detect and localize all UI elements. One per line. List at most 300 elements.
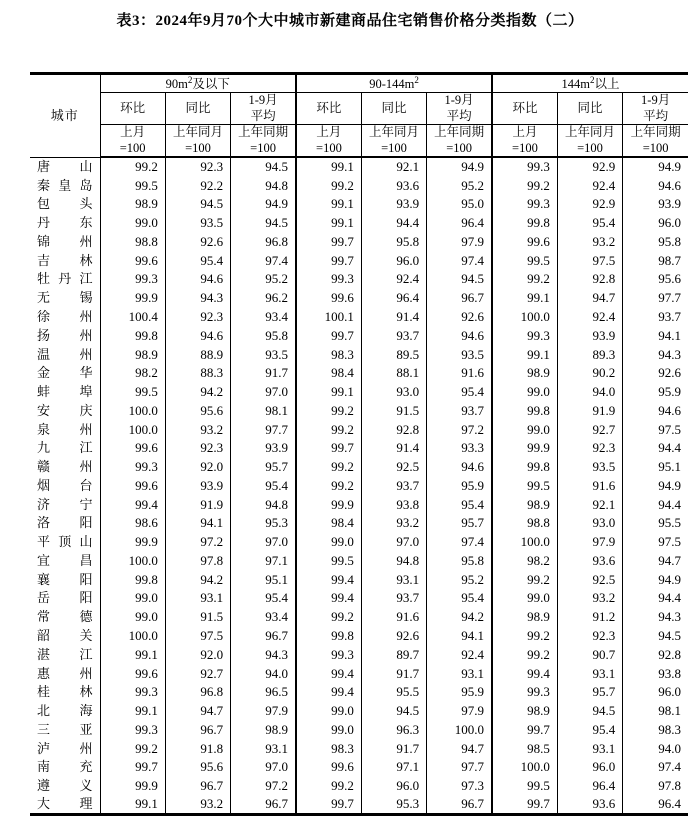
value-cell: 94.8: [361, 551, 426, 570]
value-cell: 99.5: [100, 383, 165, 402]
base-header-row: [30, 124, 688, 157]
value-cell: 95.4: [557, 720, 622, 739]
value-cell: 93.1: [361, 570, 426, 589]
value-cell: 92.3: [165, 157, 230, 176]
group-header-row: [30, 74, 688, 93]
city-name-char: 华: [79, 365, 93, 381]
value-cell: 96.0: [361, 777, 426, 796]
city-name: [37, 590, 93, 606]
value-cell: 99.6: [100, 476, 165, 495]
value-cell: 99.4: [296, 683, 361, 702]
value-cell: 96.0: [557, 758, 622, 777]
city-name: [37, 328, 93, 344]
value-cell: 93.2: [557, 589, 622, 608]
value-cell: 94.3: [623, 608, 688, 627]
city-name-char: 州: [79, 459, 93, 475]
value-cell: 94.6: [623, 176, 688, 195]
city-name-char: 金: [37, 365, 51, 381]
city-cell: [30, 289, 100, 308]
value-cell: 98.5: [492, 739, 557, 758]
value-cell: 96.7: [427, 795, 492, 814]
value-cell: 93.1: [231, 739, 296, 758]
value-cell: 95.8: [623, 232, 688, 251]
value-cell: 94.4: [623, 495, 688, 514]
value-cell: 93.1: [557, 739, 622, 758]
city-name: [37, 666, 93, 682]
city-name: [37, 722, 93, 738]
value-cell: 96.4: [557, 777, 622, 796]
value-cell: 91.2: [557, 608, 622, 627]
city-name-char: 湛: [37, 646, 51, 662]
value-cell: 99.3: [296, 270, 361, 289]
value-cell: 94.1: [165, 514, 230, 533]
city-name-char: 庆: [79, 402, 93, 418]
value-cell: 99.8: [492, 214, 557, 233]
value-cell: 91.5: [165, 608, 230, 627]
city-name: [37, 647, 93, 663]
city-name-char: 泉: [37, 421, 51, 437]
city-cell: [30, 495, 100, 514]
city-name-char: 岳: [37, 590, 51, 606]
base-header: 上月 =100: [492, 124, 557, 157]
value-cell: 95.7: [231, 458, 296, 477]
value-cell: 99.4: [296, 570, 361, 589]
value-cell: 91.5: [361, 401, 426, 420]
city-cell: [30, 364, 100, 383]
value-cell: 99.1: [296, 214, 361, 233]
value-cell: 97.5: [557, 251, 622, 270]
value-cell: 98.1: [623, 702, 688, 721]
value-cell: 95.5: [361, 683, 426, 702]
city-name: [37, 159, 93, 175]
value-cell: 99.0: [100, 608, 165, 627]
table-row: [30, 702, 688, 721]
value-cell: 99.7: [492, 720, 557, 739]
table-row: [30, 683, 688, 702]
value-cell: 96.0: [623, 683, 688, 702]
table-row: [30, 420, 688, 439]
city-name-char: 桂: [37, 684, 51, 700]
value-cell: 97.4: [623, 758, 688, 777]
value-cell: 98.4: [296, 364, 361, 383]
value-cell: 98.8: [492, 514, 557, 533]
value-cell: 93.0: [557, 514, 622, 533]
value-cell: 91.6: [361, 608, 426, 627]
value-cell: 92.4: [557, 308, 622, 327]
value-cell: 95.6: [165, 401, 230, 420]
value-cell: 97.9: [231, 702, 296, 721]
value-cell: 99.2: [296, 420, 361, 439]
value-cell: 91.4: [361, 439, 426, 458]
value-cell: 91.8: [165, 739, 230, 758]
city-cell: [30, 758, 100, 777]
city-cell: [30, 439, 100, 458]
city-column-header: 城市: [30, 74, 100, 158]
city-cell: [30, 214, 100, 233]
table-row: [30, 739, 688, 758]
value-cell: 93.9: [231, 439, 296, 458]
value-cell: 94.9: [231, 195, 296, 214]
city-name-char: 吉: [37, 252, 51, 268]
value-cell: 95.3: [231, 514, 296, 533]
value-cell: 95.7: [427, 514, 492, 533]
value-cell: 99.2: [492, 627, 557, 646]
value-cell: 94.7: [427, 739, 492, 758]
table-body: [30, 157, 688, 814]
value-cell: 93.9: [165, 476, 230, 495]
table-row: [30, 645, 688, 664]
value-cell: 99.9: [492, 439, 557, 458]
value-cell: 99.9: [296, 495, 361, 514]
table-row: [30, 570, 688, 589]
table-row: [30, 214, 688, 233]
value-cell: 92.6: [623, 364, 688, 383]
table-row: [30, 608, 688, 627]
value-cell: 93.1: [427, 664, 492, 683]
city-name-char: 亚: [79, 721, 93, 737]
city-name-char: 州: [79, 421, 93, 437]
value-cell: 99.6: [492, 232, 557, 251]
table-row: [30, 439, 688, 458]
value-cell: 99.3: [100, 683, 165, 702]
value-cell: 95.1: [623, 458, 688, 477]
value-cell: 99.7: [492, 795, 557, 814]
city-cell: [30, 514, 100, 533]
value-cell: 99.6: [296, 758, 361, 777]
value-cell: 94.5: [361, 702, 426, 721]
value-cell: 97.4: [427, 533, 492, 552]
city-name-char: 遵: [37, 778, 51, 794]
city-name: [37, 628, 93, 644]
value-cell: 99.5: [492, 476, 557, 495]
value-cell: 92.8: [361, 420, 426, 439]
value-cell: 95.8: [231, 326, 296, 345]
value-cell: 100.0: [492, 308, 557, 327]
table-row: [30, 251, 688, 270]
value-cell: 99.2: [100, 157, 165, 176]
value-cell: 99.2: [296, 608, 361, 627]
value-cell: 93.3: [427, 439, 492, 458]
value-cell: 91.7: [361, 664, 426, 683]
value-cell: 94.8: [231, 495, 296, 514]
table-row: [30, 157, 688, 176]
group-header: $90-144m^2$: [296, 74, 492, 93]
value-cell: 93.6: [361, 176, 426, 195]
value-cell: 99.1: [100, 702, 165, 721]
value-cell: 99.2: [296, 458, 361, 477]
city-cell: [30, 383, 100, 402]
city-cell: [30, 420, 100, 439]
value-cell: 93.7: [427, 401, 492, 420]
value-cell: 92.7: [557, 420, 622, 439]
value-cell: 100.0: [100, 420, 165, 439]
table-row: [30, 533, 688, 552]
value-cell: 90.7: [557, 645, 622, 664]
city-name: [37, 234, 93, 250]
value-cell: 97.0: [231, 533, 296, 552]
city-cell: [30, 195, 100, 214]
city-cell: [30, 270, 100, 289]
value-cell: 98.8: [100, 232, 165, 251]
value-cell: 96.2: [231, 289, 296, 308]
value-cell: 92.4: [361, 270, 426, 289]
value-cell: 99.9: [100, 289, 165, 308]
city-name-char: 扬: [37, 327, 51, 343]
table-row: [30, 458, 688, 477]
value-cell: 91.7: [231, 364, 296, 383]
city-cell: [30, 589, 100, 608]
city-name-char: 东: [79, 215, 93, 231]
value-cell: 99.5: [492, 777, 557, 796]
value-cell: 92.0: [165, 458, 230, 477]
value-cell: 100.0: [100, 551, 165, 570]
value-cell: 97.5: [623, 533, 688, 552]
city-name-char: 州: [79, 233, 93, 249]
value-cell: 93.1: [557, 664, 622, 683]
city-name-char: 义: [79, 778, 93, 794]
value-cell: 98.9: [231, 720, 296, 739]
city-name-char: 安: [37, 402, 51, 418]
value-cell: 95.4: [231, 589, 296, 608]
city-name: [37, 309, 93, 325]
city-cell: [30, 176, 100, 195]
value-cell: 99.7: [296, 251, 361, 270]
value-cell: 98.6: [100, 514, 165, 533]
value-cell: 99.2: [492, 645, 557, 664]
value-cell: 94.7: [165, 702, 230, 721]
metric-header: 1-9月 平均: [231, 93, 296, 125]
value-cell: 91.9: [557, 401, 622, 420]
value-cell: 91.7: [361, 739, 426, 758]
value-cell: 96.7: [165, 777, 230, 796]
value-cell: 99.3: [492, 157, 557, 176]
table-row: [30, 326, 688, 345]
value-cell: 95.4: [427, 589, 492, 608]
value-cell: 94.1: [623, 326, 688, 345]
value-cell: 99.8: [100, 326, 165, 345]
value-cell: 100.1: [296, 308, 361, 327]
value-cell: 99.8: [296, 627, 361, 646]
value-cell: 98.7: [623, 251, 688, 270]
value-cell: 96.3: [361, 720, 426, 739]
city-name-char: 唐: [37, 159, 51, 175]
value-cell: 95.2: [231, 270, 296, 289]
table-row: [30, 758, 688, 777]
city-cell: [30, 739, 100, 758]
value-cell: 99.1: [296, 195, 361, 214]
value-cell: 92.6: [165, 232, 230, 251]
table-row: [30, 514, 688, 533]
value-cell: 88.3: [165, 364, 230, 383]
city-name-char: 州: [79, 740, 93, 756]
city-name-char: 州: [79, 346, 93, 362]
city-cell: [30, 608, 100, 627]
value-cell: 100.0: [100, 627, 165, 646]
table-row: [30, 176, 688, 195]
value-cell: 99.0: [492, 589, 557, 608]
city-name-char: 台: [79, 477, 93, 493]
value-cell: 94.9: [427, 157, 492, 176]
value-cell: 98.9: [100, 345, 165, 364]
value-cell: 99.4: [100, 495, 165, 514]
value-cell: 95.4: [165, 251, 230, 270]
value-cell: 94.3: [165, 289, 230, 308]
table-row: [30, 551, 688, 570]
value-cell: 93.4: [231, 608, 296, 627]
city-name: [37, 796, 93, 812]
value-cell: 99.2: [492, 570, 557, 589]
value-cell: 94.5: [165, 195, 230, 214]
base-header: 上年同月 =100: [165, 124, 230, 157]
value-cell: 96.0: [623, 214, 688, 233]
value-cell: 100.0: [100, 401, 165, 420]
city-cell: [30, 551, 100, 570]
city-name-char: 皇: [58, 177, 72, 193]
value-cell: 92.4: [557, 176, 622, 195]
value-cell: 95.8: [427, 551, 492, 570]
value-cell: 99.3: [100, 458, 165, 477]
value-cell: 93.9: [361, 195, 426, 214]
value-cell: 93.2: [165, 795, 230, 814]
city-name: [37, 422, 93, 438]
value-cell: 93.4: [231, 308, 296, 327]
value-cell: 99.3: [296, 645, 361, 664]
table-header: [30, 74, 688, 158]
city-name: [37, 497, 93, 513]
value-cell: 99.4: [296, 589, 361, 608]
value-cell: 89.5: [361, 345, 426, 364]
city-name-char: 宜: [37, 552, 51, 568]
value-cell: 97.7: [623, 289, 688, 308]
value-cell: 96.8: [165, 683, 230, 702]
city-cell: [30, 664, 100, 683]
value-cell: 89.7: [361, 645, 426, 664]
value-cell: 92.4: [427, 645, 492, 664]
city-name: [37, 384, 93, 400]
value-cell: 100.0: [427, 720, 492, 739]
value-cell: 93.1: [165, 589, 230, 608]
table-row: [30, 270, 688, 289]
value-cell: 100.4: [100, 308, 165, 327]
superscript: 2: [590, 75, 595, 85]
city-name: [37, 403, 93, 419]
value-cell: 95.6: [165, 758, 230, 777]
value-cell: 98.9: [492, 495, 557, 514]
table-row: [30, 364, 688, 383]
city-name-char: 韶: [37, 628, 51, 643]
city-name-char: 宁: [79, 496, 93, 512]
value-cell: 94.6: [623, 401, 688, 420]
value-cell: 99.0: [296, 533, 361, 552]
value-cell: 92.3: [165, 308, 230, 327]
city-name-char: 北: [37, 703, 51, 719]
city-name-char: 关: [79, 628, 93, 643]
city-name-char: 山: [79, 159, 93, 175]
value-cell: 88.9: [165, 345, 230, 364]
value-cell: 100.0: [492, 758, 557, 777]
city-name-char: 南: [37, 759, 51, 775]
value-cell: 94.2: [427, 608, 492, 627]
city-name-char: 惠: [37, 665, 51, 681]
value-cell: 99.1: [492, 345, 557, 364]
value-cell: 98.9: [492, 364, 557, 383]
value-cell: 93.9: [557, 326, 622, 345]
city-name-char: 州: [79, 665, 93, 681]
value-cell: 93.7: [361, 589, 426, 608]
value-cell: 92.5: [557, 570, 622, 589]
value-cell: 99.4: [492, 664, 557, 683]
value-cell: 94.2: [165, 570, 230, 589]
city-name-char: 洛: [37, 515, 51, 531]
value-cell: 98.3: [623, 720, 688, 739]
value-cell: 91.6: [427, 364, 492, 383]
value-cell: 99.0: [100, 589, 165, 608]
value-cell: 95.4: [557, 214, 622, 233]
city-cell: [30, 683, 100, 702]
value-cell: 93.6: [557, 551, 622, 570]
metric-header: 1-9月 平均: [427, 93, 492, 125]
value-cell: 92.2: [165, 176, 230, 195]
city-cell: [30, 570, 100, 589]
city-name-char: 岛: [79, 177, 93, 193]
value-cell: 93.5: [427, 345, 492, 364]
value-cell: 95.9: [623, 383, 688, 402]
value-cell: 92.3: [165, 439, 230, 458]
city-name: [37, 347, 93, 363]
value-cell: 94.7: [623, 551, 688, 570]
table-row: [30, 345, 688, 364]
city-name: [37, 459, 93, 475]
city-name-char: 包: [37, 196, 51, 212]
value-cell: 95.4: [427, 383, 492, 402]
metric-header: 环比: [492, 93, 557, 125]
city-name: [37, 271, 93, 287]
value-cell: 94.2: [165, 383, 230, 402]
value-cell: 93.5: [231, 345, 296, 364]
value-cell: 95.7: [557, 683, 622, 702]
value-cell: 92.6: [361, 627, 426, 646]
value-cell: 99.3: [492, 683, 557, 702]
value-cell: 97.2: [427, 420, 492, 439]
value-cell: 99.6: [296, 289, 361, 308]
city-name-char: 江: [79, 440, 93, 456]
city-name-char: 林: [79, 252, 93, 268]
value-cell: 93.2: [557, 232, 622, 251]
city-name: [37, 196, 93, 212]
city-cell: [30, 251, 100, 270]
value-cell: 99.2: [492, 270, 557, 289]
value-cell: 99.1: [492, 289, 557, 308]
value-cell: 96.5: [231, 683, 296, 702]
value-cell: 94.0: [557, 383, 622, 402]
value-cell: 97.2: [165, 533, 230, 552]
value-cell: 97.7: [231, 420, 296, 439]
value-cell: 93.5: [557, 458, 622, 477]
city-name-char: 海: [79, 703, 93, 719]
value-cell: 99.1: [296, 157, 361, 176]
city-name-char: 秦: [37, 177, 51, 193]
city-cell: [30, 645, 100, 664]
value-cell: 97.8: [165, 551, 230, 570]
value-cell: 99.7: [296, 795, 361, 814]
value-cell: 99.6: [100, 664, 165, 683]
value-cell: 97.9: [427, 232, 492, 251]
city-name-char: 头: [79, 196, 93, 212]
metric-header: 环比: [296, 93, 361, 125]
superscript: 2: [414, 75, 419, 85]
value-cell: 99.3: [100, 720, 165, 739]
value-cell: 99.7: [296, 439, 361, 458]
